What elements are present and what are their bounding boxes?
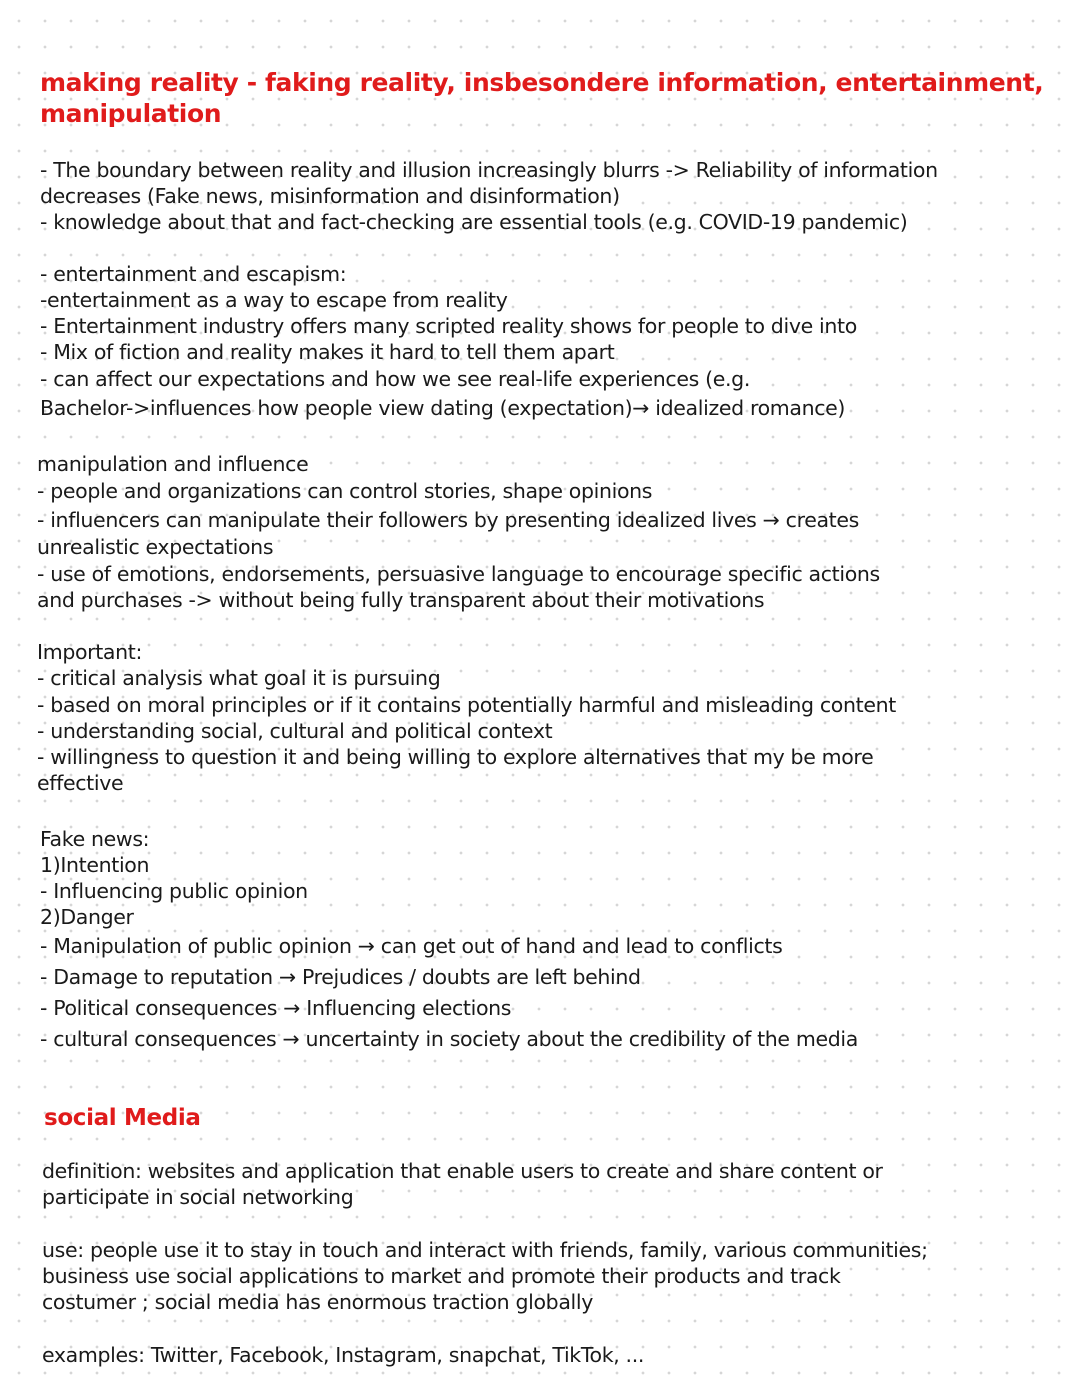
- text-line: 2)Danger: [40, 905, 134, 929]
- text-line: - knowledge about that and fact-checking are essential tools (e.g. COVID-19 pandemic): [40, 210, 908, 234]
- text-line: - Manipulation of public opinion → can get out of hand and lead to conflicts: [40, 934, 783, 958]
- text-line: - influencers can manipulate their followers by presenting idealized lives → creates: [37, 508, 859, 532]
- text-line: examples: Twitter, Facebook, Instagram, snapchat, TikTok, ...: [42, 1343, 645, 1367]
- section-title: making reality - faking reality, insbesondere information, entertainment,: [40, 68, 1044, 97]
- text-line: - critical analysis what goal it is pursuing: [37, 666, 441, 690]
- text-line: - Influencing public opinion: [40, 879, 308, 903]
- subheading: Fake news:: [40, 827, 150, 851]
- text-line: - based on moral principles or if it contains potentially harmful and misleading content: [37, 693, 896, 717]
- text-line: 1)Intention: [40, 853, 150, 877]
- text-line: - Entertainment industry offers many scripted reality shows for people to dive into: [40, 314, 857, 338]
- text-line: unrealistic expectations: [37, 535, 274, 559]
- text-line: - can affect our expectations and how we see real-life experiences (e.g.: [40, 367, 750, 391]
- text-line: decreases (Fake news, misinformation and disinformation): [40, 184, 620, 208]
- text-line: business use social applications to market and promote their products and track: [42, 1264, 841, 1288]
- text-line: - Damage to reputation → Prejudices / doubts are left behind: [40, 965, 641, 989]
- text-line: - understanding social, cultural and political context: [37, 719, 553, 743]
- text-line: use: people use it to stay in touch and interact with friends, family, various communities;: [42, 1238, 928, 1262]
- text-line: definition: websites and application that enable users to create and share content or: [42, 1159, 883, 1183]
- text-line: - willingness to question it and being willing to explore alternatives that my be more: [37, 745, 874, 769]
- text-line: - use of emotions, endorsements, persuasive language to encourage specific actions: [37, 562, 880, 586]
- text-line: effective: [37, 771, 124, 795]
- text-line: - Mix of fiction and reality makes it hard to tell them apart: [40, 340, 615, 364]
- text-line: -entertainment as a way to escape from reality: [40, 288, 508, 312]
- text-line: and purchases -> without being fully transparent about their motivations: [37, 588, 765, 612]
- text-line: participate in social networking: [42, 1185, 354, 1209]
- social-media-title: social Media: [44, 1105, 201, 1131]
- text-line: costumer ; social media has enormous traction globally: [42, 1290, 594, 1314]
- text-line: Bachelor->influences how people view dating (expectation)→ idealized romance): [40, 396, 846, 420]
- section-title-continued: manipulation: [40, 99, 222, 128]
- text-line: - The boundary between reality and illusion increasingly blurrs -> Reliability of information: [40, 158, 938, 182]
- text-line: - cultural consequences → uncertainty in society about the credibility of the media: [40, 1027, 858, 1051]
- text-line: - Political consequences → Influencing elections: [40, 996, 512, 1020]
- text-line: - people and organizations can control stories, shape opinions: [37, 479, 653, 503]
- subheading: Important:: [37, 640, 143, 664]
- text-line: - entertainment and escapism:: [40, 262, 347, 286]
- subheading: manipulation and influence: [37, 452, 309, 476]
